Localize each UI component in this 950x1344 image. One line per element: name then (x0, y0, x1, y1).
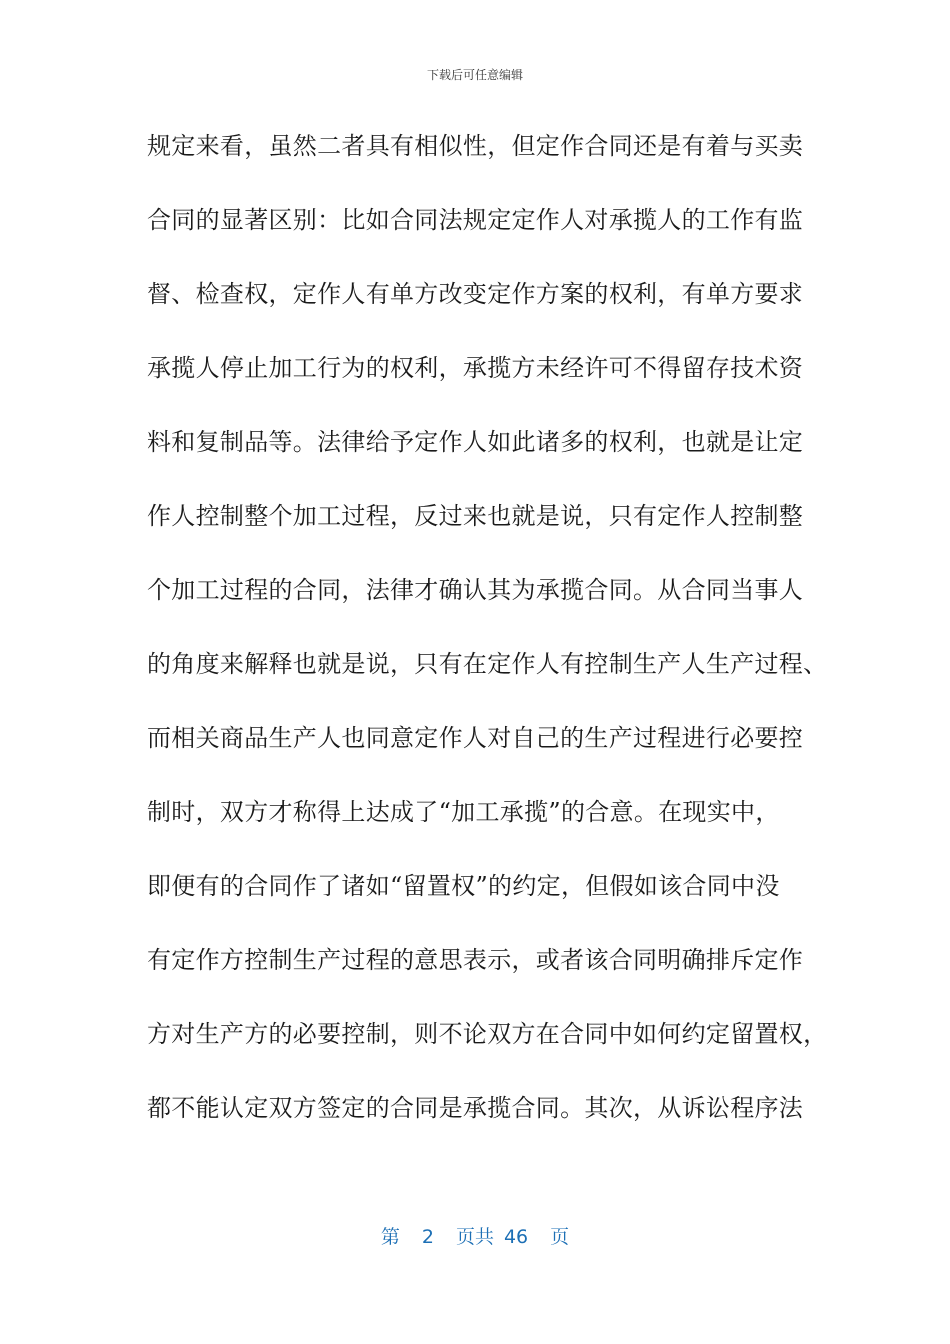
footer-suffix: 页 (550, 1226, 570, 1248)
paragraph-line: 有定作方控制生产过程的意思表示，或者该合同明确排斥定作 (147, 946, 804, 974)
paragraph-line: 方对生产方的必要控制，则不论双方在合同中如何约定留置权， (147, 1020, 828, 1048)
paragraph-line: 督、检查权，定作人有单方改变定作方案的权利，有单方要求 (147, 280, 804, 308)
document-body (147, 126, 827, 1162)
footer-prefix: 第 (380, 1226, 400, 1248)
paragraph-line: 的角度来解释也就是说，只有在定作人有控制生产人生产过程、 (147, 650, 828, 678)
paragraph-line: 而相关商品生产人也同意定作人对自己的生产过程进行必要控 (147, 724, 804, 752)
paragraph-line: 承揽人停止加工行为的权利，承揽方未经许可不得留存技术资 (147, 354, 804, 382)
current-page-number: 2 (421, 1226, 434, 1248)
paragraph-line: 个加工过程的合同，法律才确认其为承揽合同。从合同当事人 (147, 576, 804, 604)
paragraph-line: 即便有的合同作了诸如“留置权”的约定，但假如该合同中没 (147, 872, 780, 900)
footer-middle: 页共 (455, 1226, 494, 1248)
page-header: 下载后可任意编辑 (426, 68, 523, 82)
paragraph-line: 作人控制整个加工过程，反过来也就是说，只有定作人控制整 (147, 502, 804, 530)
paragraph-line: 料和复制品等。法律给予定作人如此诸多的权利，也就是让定 (147, 428, 804, 456)
paragraph-line: 都不能认定双方签定的合同是承揽合同。其次，从诉讼程序法 (147, 1094, 804, 1122)
paragraph-line: 制时，双方才称得上达成了“加工承揽”的合意。在现实中， (147, 798, 780, 826)
paragraph-line: 合同的显著区别：比如合同法规定定作人对承揽人的工作有监 (147, 206, 804, 234)
page-number-footer (0, 1222, 950, 1249)
paragraph-line: 规定来看，虽然二者具有相似性，但定作合同还是有着与买卖 (147, 132, 804, 160)
total-pages-number: 46 (503, 1226, 529, 1248)
